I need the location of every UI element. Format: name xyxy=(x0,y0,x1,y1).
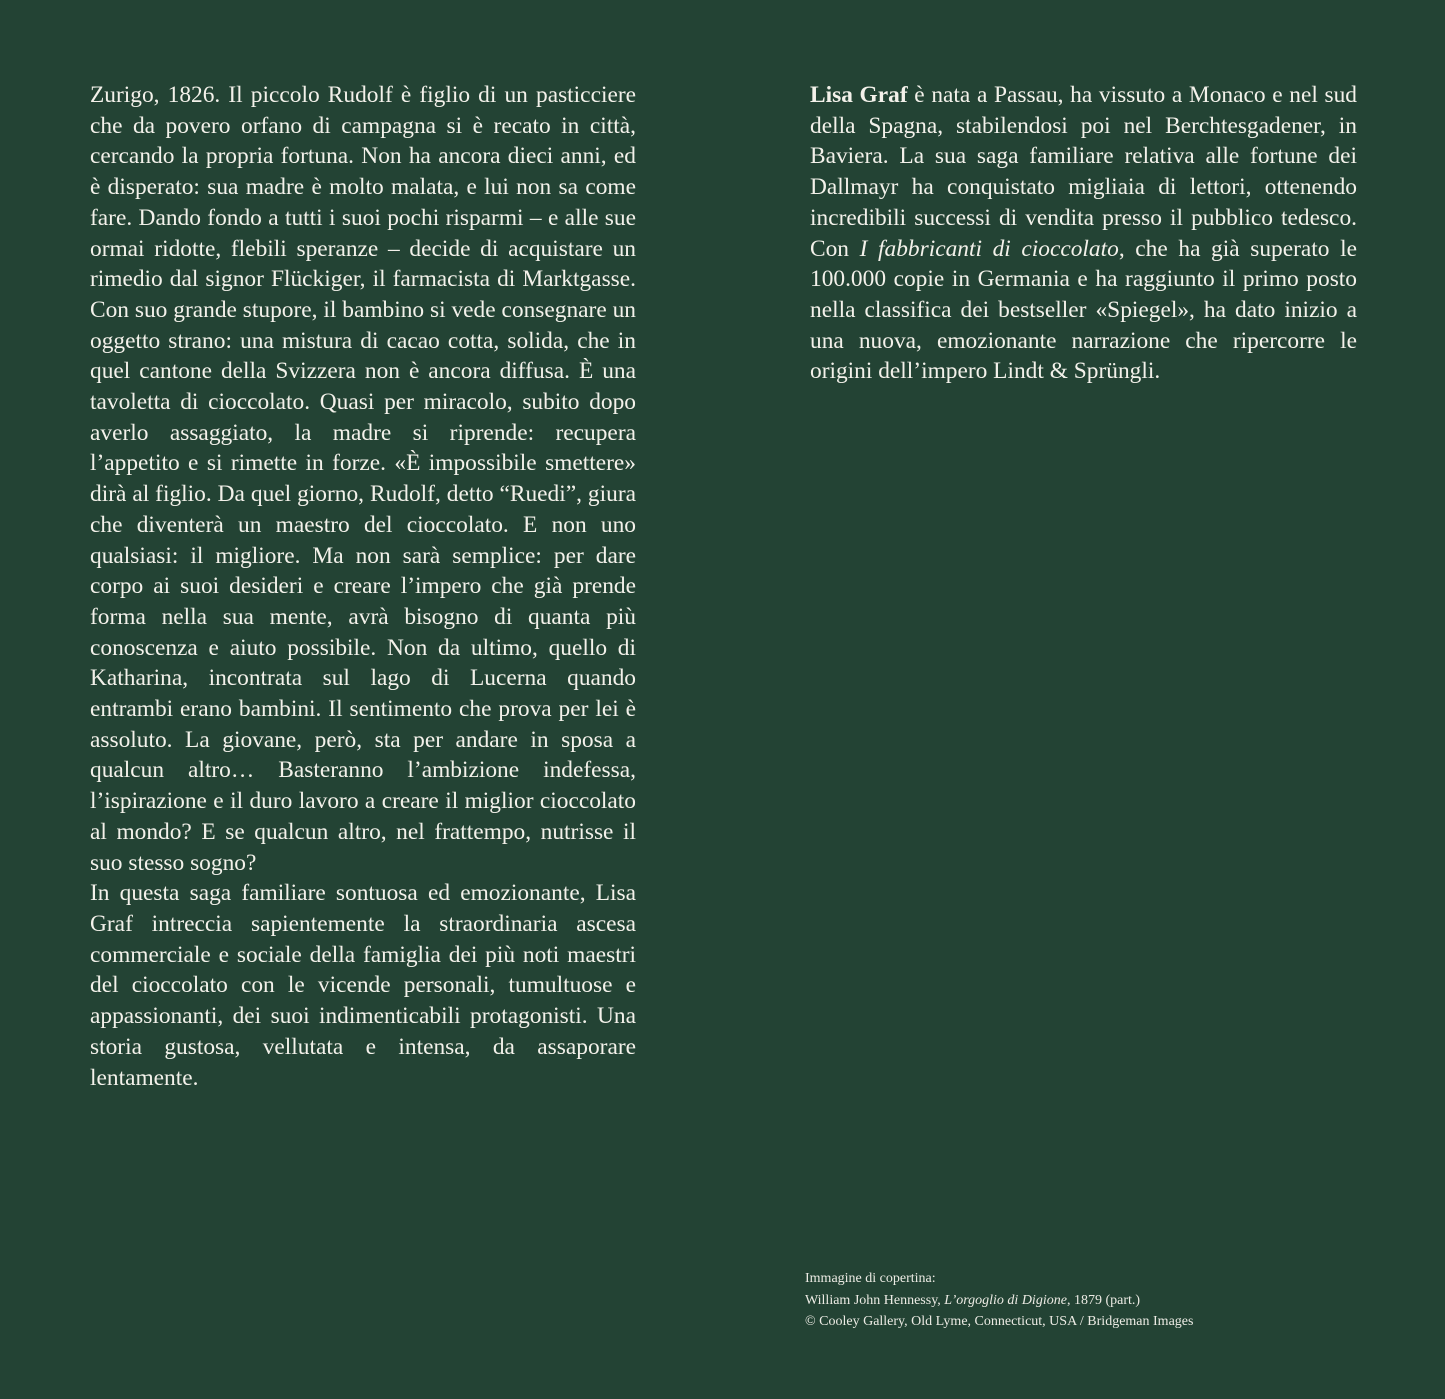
author-bio xyxy=(810,80,1357,387)
cover-artwork-details: , 1879 (part.) xyxy=(1066,1292,1141,1308)
book-title: I fabbricanti di cioccolato xyxy=(859,235,1119,262)
author-bio-text-1: è nata a Passau, ha vissuto a Monaco e nel sud della Spagna, stabilendosi poi nel Berchtesgadener, in Baviera. La sua saga familiare relativa alle fortune dei Dallmayr ha conquistato migliaia di lettori, ottenendo incredibili successi di vendita presso il pubblico tedesco. Con xyxy=(810,82,1357,262)
synopsis-paragraph-1: Zurigo, 1826. Il piccolo Rudolf è figlio di un pasticciere che da povero orfano di campagna si è recato in città, cercando la propria fortuna. Non ha ancora dieci anni, ed è disperato: sua madre è molto malata, e lui non sa come fare. Dando fondo a tutti i suoi pochi risparmi – e alle sue ormai ridotte, flebili speranze – decide di acquistare un rimedio dal signor Flückiger, il farmacista di Marktgasse. Con suo grande stupore, il bambino si vede consegnare un oggetto strano: una mistura di cacao cotta, solida, che in quel cantone della Svizzera non è ancora diffusa. È una tavoletta di cioccolato. Quasi per miracolo, subito dopo averlo assaggiato, la madre si riprende: recupera l’appetito e si rimette in forze. «È impossibile smettere» dirà al figlio. Da quel giorno, Rudolf, detto “Ruedi”, giura che diventerà un maestro del cioccolato. E non uno qualsiasi: il migliore. Ma non sarà semplice: per dare corpo ai suoi desideri e creare l’impero che già prende forma nella sua mente, avrà bisogno di quanta più conoscenza e aiuto possibile. Non da ultimo, quello di Katharina, incontrata sul lago di Lucerna quando entrambi erano bambini. Il sentimento che prova per lei è assoluto. La giovane, però, sta per andare in sposa a qualcun altro… Basteranno l’ambizione indefessa, l’ispirazione e il duro lavoro a creare il miglior cioccolato al mondo? E se qualcun altro, nel frattempo, nutrisse il suo stesso sogno? xyxy=(90,82,636,876)
synopsis-paragraph-2: In questa saga familiare sontuosa ed emozionante, Lisa Graf intreccia sapientemente la straordinaria ascesa commerciale e sociale della famiglia dei più noti maestri del cioccolato con le vicende personali, tumultuose e appassionanti, dei suoi indimenticabili protagonisti. Una storia gustosa, vellutata e intensa, da assaporare lentamente. xyxy=(90,880,636,1091)
cover-credits-artwork xyxy=(805,1290,1325,1312)
synopsis-column xyxy=(90,80,636,1093)
cover-artist: William John Hennessy, xyxy=(805,1292,945,1308)
cover-credits-copyright: © Cooley Gallery, Old Lyme, Connecticut, USA / Bridgeman Images xyxy=(805,1314,1194,1329)
author-name: Lisa Graf xyxy=(810,82,908,108)
author-bio-column xyxy=(810,80,1357,387)
cover-credits xyxy=(805,1268,1325,1333)
cover-credits-heading: Immagine di copertina: xyxy=(805,1271,936,1286)
author-bio-text-2: , che ha già superato le 100.000 copie in Germania e ha raggiunto il primo posto nella classifica dei bestseller «Spiegel», ha dato inizio a una nuova, emozionante narrazione che ripercorre le origini dell’impero Lindt & Sprüngli. xyxy=(810,235,1357,385)
cover-artwork-title: L’orgoglio di Digione xyxy=(944,1292,1067,1308)
